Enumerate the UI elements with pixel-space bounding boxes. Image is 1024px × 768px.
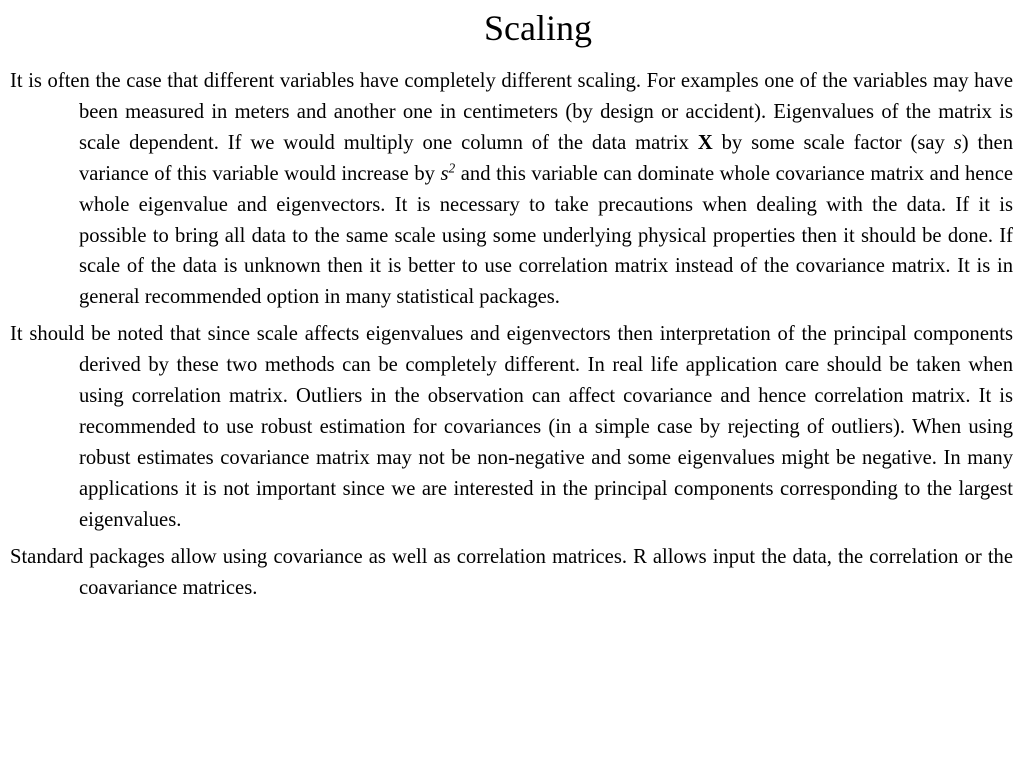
paragraph-interpretation: It should be noted that since scale affects eigenvalues and eigenvectors then interpretation of the principal components derived by these two methods can be completely different. In real life application care should be taken when using correlation matrix. Outliers in the observation can affect covariance and hence correlation matrix. It is recommended to use robust estimation for covariances (in a simple case by rejecting of outliers). When using robust estimates covariance matrix may not be non-negative and some eigenvalues might be negative. In many applications it is not important since we are interested in the principal components corresponding to the largest eigenvalues. [10, 323, 1013, 531]
matrix-symbol: X [697, 131, 713, 154]
power-base: s [440, 162, 449, 185]
slide-title: Scaling [484, 8, 592, 48]
power-exponent: 2 [448, 160, 456, 176]
scale-symbol: s [953, 131, 962, 154]
paragraph-text: by some scale factor (say [712, 131, 954, 154]
paragraph-text: and this variable can dominate whole covariance matrix and hence whole eigenvalue and eigenvectors. It is necessary to take precautions when dealing with the data. If it is possible to bring all data to the same scale using some underlying physical properties then it should be done. If scale of the data is unknown then it is better to use correlation matrix instead of the covariance matrix. It is in general recommended option in many statistical packages. [79, 162, 1013, 309]
paragraph-text: ) then variance of this variable would increase by [79, 131, 1013, 185]
slide-body [10, 66, 1013, 609]
paragraph-packages: Standard packages allow using covariance as well as correlation matrices. R allows input the data, the correlation or the coavariance matrices. [10, 545, 1013, 599]
paragraph-scaling-intro [10, 66, 1013, 313]
paragraph-text: It is often the case that different variables have completely different scaling. For examples one of the variables may have been measured in meters and another one in centimeters (by design or accident). Eigenvalues of the matrix is scale dependent. If we would multiply one column of the data matrix [10, 70, 1013, 154]
